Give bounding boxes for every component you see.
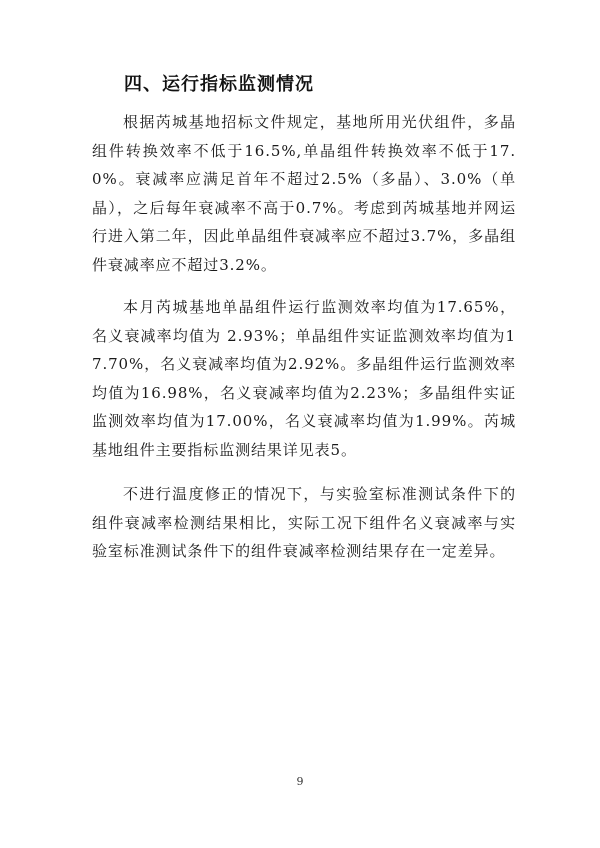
paragraph-monthly-results: 本月芮城基地单晶组件运行监测效率均值为17.65%，名义衰减率均值为 2.93%；单晶组件实证监测效率均值为17.70%，名义衰减率均值为2.92%。多晶组件运行监测效率均值为16.98%，名义衰减率均值为2.23%；多晶组件实证监测效率均值为17.00%，名义衰减率均值为1.99%。芮城基地组件主要指标监测结果详见表5。 <box>92 298 516 459</box>
page-number: 9 <box>296 775 304 788</box>
paragraph-comparison: 不进行温度修正的情况下，与实验室标准测试条件下的组件衰减率检测结果相比，实际工况下组件名义衰减率与实验室标准测试条件下的组件衰减率检测结果存在一定差异。 <box>92 485 516 561</box>
paragraph-module-spec: 根据芮城基地招标文件规定，基地所用光伏组件，多晶组件转换效率不低于16.5%,单晶组件转换效率不低于17.0%。衰减率应满足首年不超过2.5%（多晶）、3.0%（单晶），之后每年衰减率不高于0.7%。考虑到芮城基地并网运行进入第二年，因此单晶组件衰减率应不超过3.7%，多晶组件衰减率应不超过3.2%。 <box>92 113 516 274</box>
section-heading: 四、运行指标监测情况 <box>124 74 314 95</box>
